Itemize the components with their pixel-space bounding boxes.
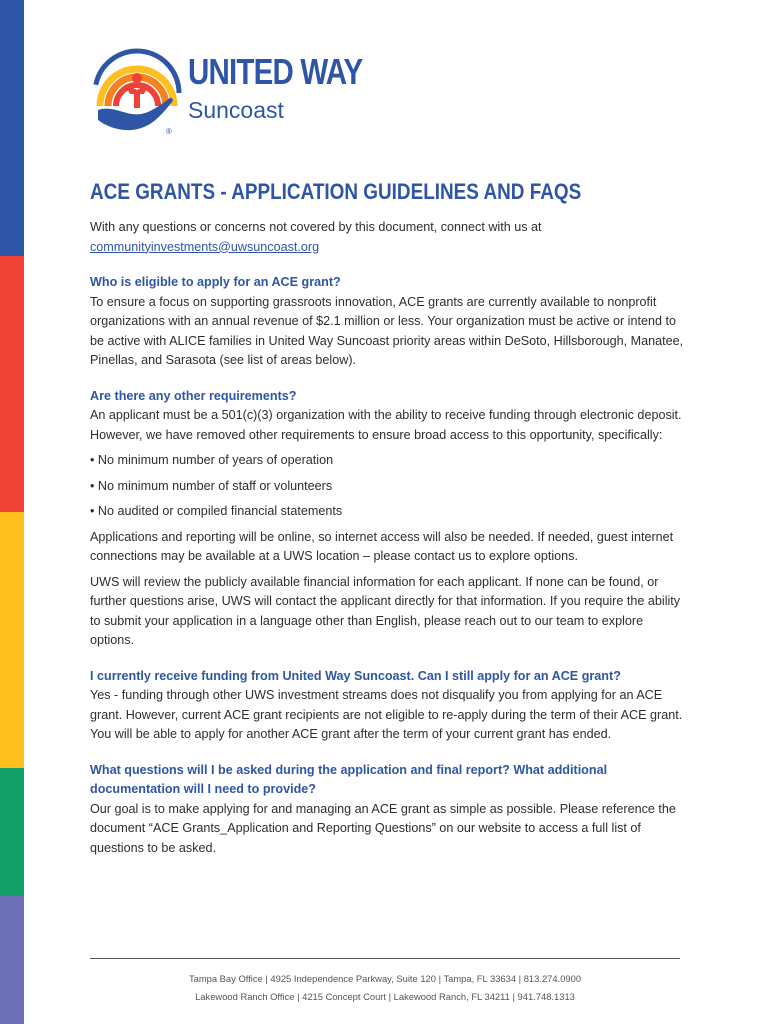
answer-current-funding: Yes - funding through other UWS investment streams does not disqualify you from applying for an ACE grant. However, current ACE grant recipients are not eligible to re-apply during the term of their ACE grant. You will be able to apply for another ACE grant after the term of your current grant has ended. xyxy=(90,688,683,741)
answer-documentation: Our goal is to make applying for and managing an ACE grant as simple as possible. Please reference the document “ACE Grants_Application and Reporting Questions” on our website to access a full list of questions to be asked. xyxy=(90,801,676,855)
intro-sentence: With any questions or concerns not covered by this document, connect with us at xyxy=(90,220,542,234)
footer xyxy=(90,970,680,1006)
question-documentation: What questions will I be asked during the application and final report? What additional documentation will I need to provide? xyxy=(90,762,608,796)
footer-lakewood-office: Lakewood Ranch Office | 4215 Concept Court | Lakewood Ranch, FL 34211 | 941.748.1313 xyxy=(195,991,575,1002)
stripe-blue xyxy=(0,0,24,256)
online-access-note: Applications and reporting will be online, so internet access will also be needed. If needed, guest internet connections may be available at a UWS location – please contact us to explore options. xyxy=(90,529,674,563)
question-current-funding: I currently receive funding from United Way Suncoast. Can I still apply for an ACE grant? xyxy=(90,668,621,683)
stripe-purple xyxy=(0,896,24,1024)
registered-mark: ® xyxy=(166,127,172,136)
united-way-logo-icon xyxy=(92,48,182,138)
stripe-yellow xyxy=(0,512,24,768)
logo-subtitle: Suncoast xyxy=(188,97,284,123)
document-body xyxy=(90,178,690,858)
united-way-logo xyxy=(92,48,372,138)
logo-title: UNITED WAY xyxy=(188,51,363,92)
financial-review-note: UWS will review the publicly available financial information for each applicant. If none can be found, or further questions arise, UWS will contact the applicant directly for that information. If you require the ability to submit your application in a language other than English, please reach out to our team to explore options. xyxy=(90,574,681,647)
color-stripe xyxy=(0,0,24,1024)
list-item: • No audited or compiled financial statements xyxy=(90,504,343,518)
question-requirements: Are there any other requirements? xyxy=(90,388,297,403)
stripe-green xyxy=(0,768,24,896)
answer-requirements: An applicant must be a 501(c)(3) organization with the ability to receive funding through electronic deposit. However, we have removed other requirements to ensure broad access to this opportunity, specifically: xyxy=(90,408,682,442)
footer-tampa-office: Tampa Bay Office | 4925 Independence Parkway, Suite 120 | Tampa, FL 33634 | 813.274.0900 xyxy=(188,973,582,984)
answer-eligibility: To ensure a focus on supporting grassroots innovation, ACE grants are currently available to nonprofit organizations with an annual revenue of $2.1 million or less. Your organization must be active or intend to be active with ALICE families in United Way Suncoast priority areas within DeSoto, Hillsborough, Manatee, Pinellas, and Sarasota (see list of areas below). xyxy=(90,294,684,367)
question-eligibility: Who is eligible to apply for an ACE grant? xyxy=(90,275,341,289)
list-item: • No minimum number of years of operation xyxy=(90,453,334,467)
email-link[interactable]: communityinvestments@uwsuncoast.org xyxy=(90,239,320,254)
stripe-red xyxy=(0,256,24,512)
list-item: • No minimum number of staff or volunteers xyxy=(90,478,333,493)
footer-divider xyxy=(90,958,680,959)
document-title: ACE GRANTS - APPLICATION GUIDELINES AND FAQS xyxy=(90,179,582,204)
intro-text xyxy=(90,218,690,257)
